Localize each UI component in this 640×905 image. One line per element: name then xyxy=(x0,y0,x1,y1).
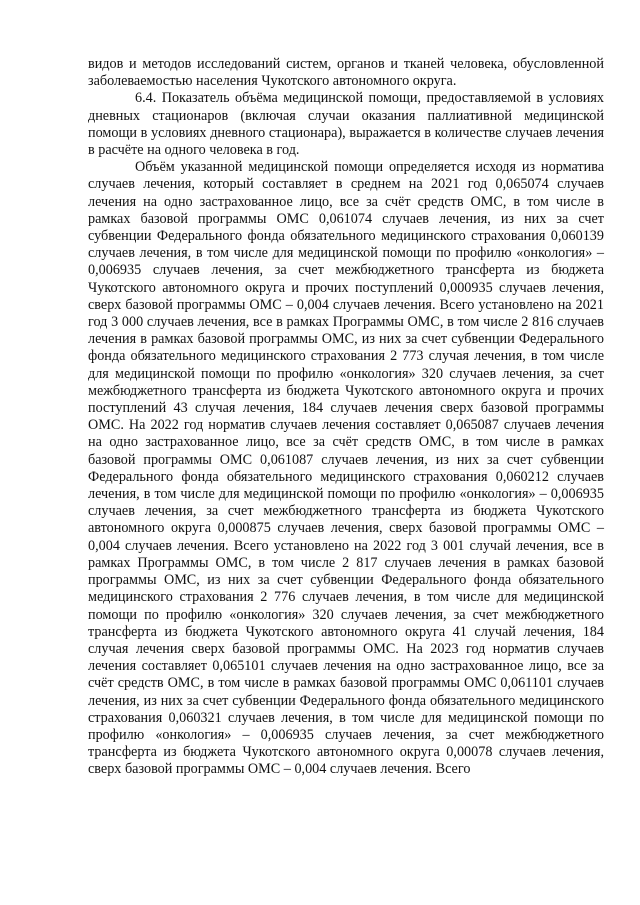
paragraph-6-4: 6.4. Показатель объёма медицинской помощи, предоставляемой в условиях дневных стационаров (включая случаи оказания паллиативной медицинской помощи в условиях дневного стационара), выражается в количестве случаев лечения в расчёте на одного человека в год. xyxy=(88,90,604,159)
paragraph-volume-norms: Объём указанной медицинской помощи определяется исходя из норматива случаев лечения, который составляет в среднем на 2021 год 0,065074 случаев лечения на одно застрахованное лицо, все за счёт средств ОМС, в том числе в рамках базовой программы ОМС 0,061074 случаев лечения, из них за счет субвенции Федерального фонда обязательного медицинского страхования 0,060139 случаев лечения, в том числе для медицинской помощи по профилю «онкология» – 0,006935 случаев лечения, за счет межбюджетного трансферта из бюджета Чукотского автономного округа и прочих поступлений 0,000935 случаев лечения, сверх базовой программы ОМС – 0,004 случаев лечения. Всего установлено на 2021 год 3 000 случаев лечения, все в рамках Программы ОМС, в том числе 2 816 случаев лечения в рамках базовой программы ОМС, из них за счет субвенции Федерального фонда обязательного медицинского страхования 2 773 случая лечения, в том числе для медицинской помощи по профилю «онкология» 320 случаев лечения, за счет межбюджетного трансферта из бюджета Чукотского автономного округа и прочих поступлений 43 случая лечения, 184 случаев лечения сверх базовой программы ОМС. На 2022 год норматив случаев лечения составляет 0,065087 случаев лечения на одно застрахованное лицо, все за счёт средств ОМС, в том числе в рамках базовой программы ОМС 0,061087 случаев лечения, из них за счет субвенции Федерального фонда обязательного медицинского страхования 0,060212 случаев лечения, в том числе для медицинской помощи по профилю «онкология» – 0,006935 случаев лечения, за счет межбюджетного трансферта из бюджета Чукотского автономного округа 0,000875 случаев лечения, сверх базовой программы ОМС – 0,004 случаев лечения. Всего установлено на 2022 год 3 001 случай лечения, все в рамках Программы ОМС, в том числе 2 817 случаев лечения в рамках базовой программы ОМС, из них за счет субвенции Федерального фонда обязательного медицинского страхования 2 776 случаев лечения, в том числе для медицинской помощи по профилю «онкология» 320 случаев лечения, за счет межбюджетного трансферта из бюджета Чукотского автономного округа 41 случай лечения, 184 случая лечения сверх базовой программы ОМС. На 2023 год норматив случаев лечения составляет 0,065101 случаев лечения на одно застрахованное лицо, все за счёт средств ОМС, в том числе в рамках базовой программы ОМС 0,061101 случаев лечения, из них за счет субвенции Федерального фонда обязательного медицинского страхования 0,060321 случаев лечения, в том числе для медицинской помощи по профилю «онкология» – 0,006935 случаев лечения, за счет межбюджетного трансферта из бюджета Чукотского автономного округа 0,00078 случаев лечения, сверх базовой программы ОМС – 0,004 случаев лечения. Всего xyxy=(88,159,604,778)
document-page xyxy=(88,56,604,779)
paragraph-continuation: видов и методов исследований систем, органов и тканей человека, обусловленной заболеваемостью населения Чукотского автономного округа. xyxy=(88,56,604,90)
